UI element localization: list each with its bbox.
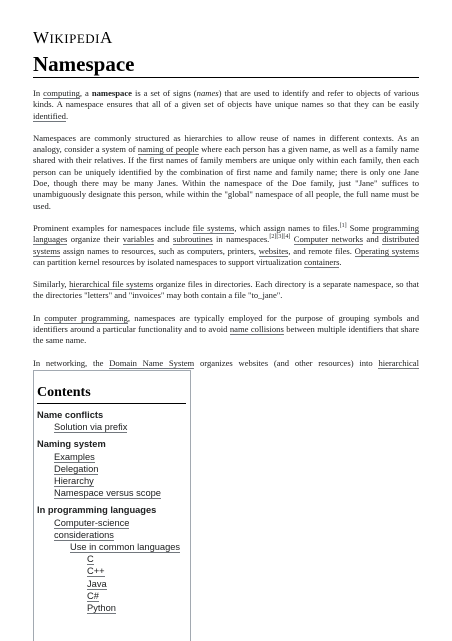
text-run: , and remote files. xyxy=(288,245,355,256)
paragraph xyxy=(33,223,419,268)
toc-item[interactable] xyxy=(34,578,190,590)
article-link[interactable]: websites xyxy=(258,245,289,256)
toc-item[interactable] xyxy=(34,590,190,602)
text-run: Namespaces are commonly structured as hierarchies to allow reuse of names in different contexts. As an analogy, consider a system of xyxy=(33,132,419,155)
article-link[interactable]: variables xyxy=(122,234,154,245)
toc-item-label: Examples xyxy=(54,451,95,462)
toc-item-label: C# xyxy=(87,590,99,601)
toc-item-label: Namespace versus scope xyxy=(54,488,161,499)
paragraph xyxy=(33,279,419,302)
toc-item[interactable] xyxy=(34,475,190,487)
text-run: is a set of signs ( xyxy=(131,88,197,98)
paragraph xyxy=(33,88,419,122)
citation-ref[interactable]: [1] xyxy=(339,223,347,230)
logo-letter-a: A xyxy=(99,28,113,47)
toc-item-label: Python xyxy=(87,603,116,614)
article-link[interactable]: Operating systems xyxy=(354,245,419,256)
toc-list xyxy=(34,409,190,614)
toc-item-label: Delegation xyxy=(54,463,99,474)
toc-item-label: Java xyxy=(87,578,107,589)
text-run: In networking, the xyxy=(33,357,110,368)
article-link[interactable]: programming languages xyxy=(33,222,419,245)
citation-ref[interactable]: [2][3][4] xyxy=(269,234,291,241)
article-link[interactable]: distributed systems xyxy=(33,234,419,256)
article-link[interactable]: naming of people xyxy=(137,144,199,155)
paragraph xyxy=(33,133,419,212)
text-run: organize their xyxy=(67,234,123,245)
toc-item[interactable] xyxy=(34,504,190,516)
toc-item[interactable] xyxy=(34,602,190,614)
article-body xyxy=(33,88,419,391)
text-run: organizes websites (and other resources) into xyxy=(194,357,379,368)
toc-item-label: In programming languages xyxy=(37,505,157,516)
article-link[interactable]: subroutines xyxy=(173,234,213,245)
text-run: In xyxy=(33,312,45,323)
toc-item[interactable] xyxy=(34,487,190,499)
article-link[interactable]: hierarchical xyxy=(33,358,419,380)
italic-term: names xyxy=(196,88,219,98)
toc-item[interactable] xyxy=(34,541,190,553)
toc-item[interactable] xyxy=(34,463,190,475)
toc-item-label: Computer-science considerations xyxy=(54,517,130,540)
article-link[interactable]: file systems xyxy=(192,222,235,233)
toc-item-label: C xyxy=(87,554,94,565)
text-run: , a xyxy=(79,88,92,98)
toc-item-label: Solution via prefix xyxy=(54,422,128,433)
article-link[interactable]: containers xyxy=(304,256,340,267)
toc-item[interactable] xyxy=(34,451,190,463)
wikipedia-logo[interactable] xyxy=(33,28,113,48)
text-run: where each person has a given name, as well as a family name shared with their relatives. If the first names of family members are unique only within each family, then each person can be uniquely identified by the combination of first name and family name; there is only one Jane Doe, though there may be many Janes. Within the namespace of the Doe family, just "Jane" suffices to unambiguously designate this person, while within the "global" namespace of all people, the full name must be used. xyxy=(33,144,420,211)
bold-term: namespace xyxy=(91,88,132,98)
text-run: and xyxy=(363,234,383,245)
toc-item[interactable] xyxy=(34,565,190,577)
toc-item[interactable] xyxy=(34,421,190,433)
article-link[interactable]: computer programming xyxy=(44,312,128,323)
article-link[interactable]: Computer networks xyxy=(293,234,364,245)
toc-item-label: Name conflicts xyxy=(37,410,104,420)
text-run: between multiple identifiers that share the same name. xyxy=(33,324,420,346)
article-link[interactable]: computing xyxy=(43,88,80,98)
page-title: Namespace xyxy=(33,52,135,76)
toc-item-label: C++ xyxy=(87,566,105,577)
text-run: can partition kernel resources by isolated namespaces to support virtualization xyxy=(33,256,305,267)
toc-item[interactable] xyxy=(34,438,190,450)
text-run: Prominent examples for namespaces include xyxy=(33,222,193,233)
toc-item[interactable] xyxy=(34,409,190,421)
toc-title: Contents xyxy=(37,385,186,404)
title-divider xyxy=(33,77,419,78)
logo-letters-middle: IKIPEDI xyxy=(49,31,100,46)
text-run: Similarly, xyxy=(33,279,70,290)
paragraph xyxy=(33,313,419,347)
text-run: in namespaces. xyxy=(212,234,270,245)
logo-letter-w: W xyxy=(33,28,50,47)
article-link[interactable]: identified xyxy=(33,110,66,121)
article-link[interactable]: name collisions xyxy=(229,324,284,335)
text-run: and xyxy=(153,234,174,245)
article-link[interactable]: hierarchical file systems xyxy=(69,279,154,290)
toc-item-label: Use in common languages xyxy=(70,542,181,553)
text-run: organize files in directories. Each directory is a separate namespace, so that the directories "letters" and "invoices" may both contain a file "to_jane". xyxy=(33,279,419,301)
toc-item-label: Naming system xyxy=(37,439,106,450)
text-run: . xyxy=(339,256,342,267)
text-run: ) that are used to identify and refer to objects of various kinds. A namespace ensures that all of a given set of objects have unique names so that they can be easily xyxy=(33,88,419,110)
text-run: Some xyxy=(346,222,373,233)
article-link[interactable]: Domain Name System xyxy=(109,357,195,368)
text-run: assign names to resources, such as computers, printers, xyxy=(60,245,259,256)
text-run: . xyxy=(65,110,69,121)
toc-item[interactable] xyxy=(34,553,190,565)
toc-item-label: Hierarchy xyxy=(54,476,94,487)
text-run: , which assign names to files. xyxy=(234,222,340,233)
text-run: , namespaces are typically employed for the purpose of grouping symbols and identifiers around a particular functionality and to avoid xyxy=(33,312,419,335)
text-run: In xyxy=(33,88,44,98)
toc-item[interactable] xyxy=(34,517,190,541)
table-of-contents xyxy=(33,370,191,641)
